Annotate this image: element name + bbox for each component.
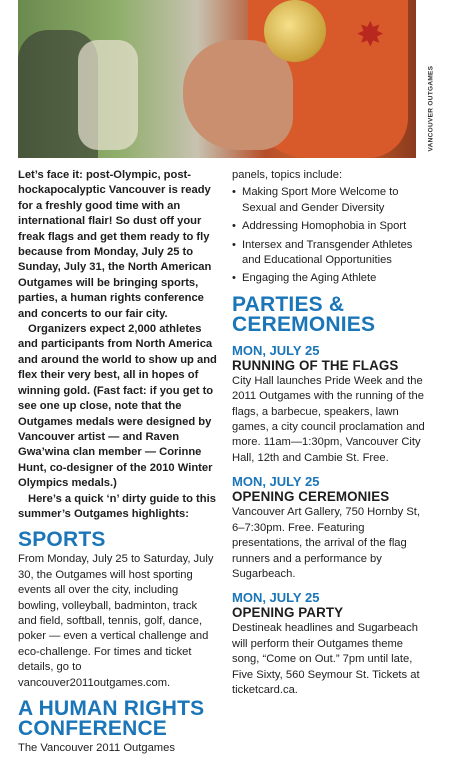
event-body: Vancouver Art Gallery, 750 Hornby St, 6–7:30pm. Free. Featuring presentations, the arrival of the flag runners and a performance by Sugarbeach. — [232, 506, 420, 580]
list-item: • Engaging the Aging Athlete — [232, 271, 432, 286]
organizers-paragraph: Organizers expect 2,000 athletes and participants from North America and around the world to show up and flex their very best, all in hopes of winning gold. (Fast fact: if you get to see one up close, note that the Outgames medals were designed by Vancouver artist — and Raven Gwa’wina clan member — Corinne Hunt, co-designer of the 2010 Winter Olympics medals.) — [18, 323, 217, 490]
list-item: • Addressing Homophobia in Sport — [232, 219, 432, 234]
event-date: MON, JULY 25 — [232, 590, 320, 606]
runner-silhouette — [78, 40, 138, 150]
event-body: Destineak headlines and Sugarbeach will perform their Outgames theme song, “Come on Out.” 7pm until late, Five Sixty, 560 Seymour St. Tickets at ticketcard.ca. — [232, 622, 420, 696]
panels-intro: panels, topics include: — [232, 169, 343, 181]
event-title: RUNNING OF THE FLAGS — [232, 357, 399, 373]
topics-list — [232, 185, 432, 286]
guide-paragraph: Here’s a quick ‘n’ dirty guide to this summer’s Outgames highlights: — [18, 492, 216, 520]
maple-leaf-icon: ✸ — [356, 16, 385, 54]
hero-photo — [18, 0, 416, 158]
list-item: • Intersex and Transgender Athletes and Educational Opportunities — [232, 238, 432, 269]
event-date: MON, JULY 25 — [232, 342, 320, 358]
event-date: MON, JULY 25 — [232, 474, 320, 490]
event-title: OPENING PARTY — [232, 605, 344, 621]
right-column — [232, 168, 432, 698]
event-title: OPENING CEREMONIES — [232, 489, 390, 505]
event-running-of-flags — [232, 343, 432, 466]
gold-medal-icon — [264, 0, 326, 62]
sports-heading: SPORTS — [18, 528, 106, 552]
photo-credit: VANCOUVER OUTGAMES — [427, 65, 435, 152]
list-item: • Making Sport More Welcome to Sexual and Gender Diversity — [232, 185, 432, 216]
left-column — [18, 168, 218, 756]
sports-body: From Monday, July 25 to Saturday, July 30, the Outgames will host sporting events all over the city, including bowling, volleyball, badminton, track and field, softball, tennis, golf, dance, poker — even a vertical challenge and eco-challenge. For times and ticket details, go to vancouver2011outgames.com. — [18, 553, 214, 689]
event-body: City Hall launches Pride Week and the 2011 Outgames with the running of the flags, a barbecue, speakers, lawn games, a city council proclamation and more. 11am—1:30pm, Vancouver City Hall, 12th and Cambie St. Free. — [232, 374, 425, 464]
conference-body: The Vancouver 2011 Outgames — [18, 742, 175, 754]
parties-heading: PARTIES & CEREMONIES — [232, 292, 376, 336]
event-opening-party — [232, 590, 432, 698]
intro-paragraph: Let’s face it: post-Olympic, post-hockapocalyptic Vancouver is ready for a freshly good time with an international flair! So dust off your freak flags and get them ready to fly because from Monday, July 25 to Sunday, July 31, the North American Outgames will be bringing sports, parties, a human rights conference and concerts to our fair city. — [18, 169, 212, 320]
event-opening-ceremonies — [232, 474, 432, 582]
conference-heading: A HUMAN RIGHTS CONFERENCE — [18, 697, 205, 740]
